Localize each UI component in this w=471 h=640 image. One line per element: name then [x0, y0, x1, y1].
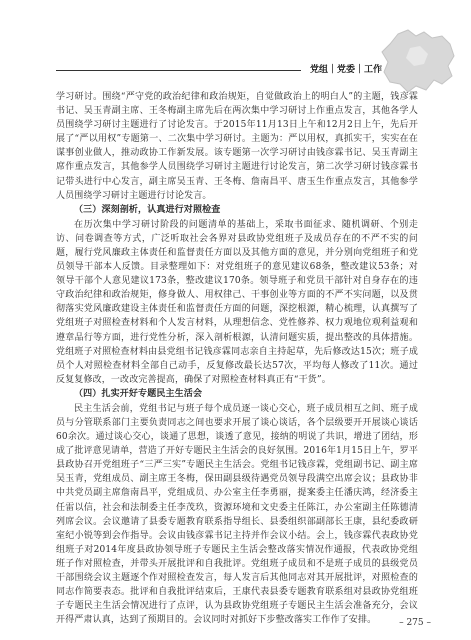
paragraph-study-discussion: 学习研讨。围绕“严守党的政治纪律和政治规矩，自觉做政治上的明白人”的主题，钱彦霖书记、吴玉青副主席、王冬梅副主席先后在两次集中学习研讨上作重点发言，其他各学人员围绕学习研讨主题进行了讨论发言。于2015年11月13日上午和12月2日上午，先后开展了“严以用权”专题第一、二次集中学习研讨。主题为：严以用权，真抓实干，实实在在谋事创业做人，推动政协工作新发展。该专题第一次学习研讨由钱彦霖书记、吴玉青副主席作重点发言，其他参学人员围绕学习研讨主题进行讨论发言，第二次学习研讨钱彦霖书记带头进行中心发言，副主席吴玉青、王冬梅、詹南昌平、唐玉生作重点发言，其他参学人员围绕学习研讨主题进行讨论发言。: [56, 92, 418, 201]
article-body: [56, 90, 418, 627]
section-heading-3: （三）深刻剖析，认真进行对照检查: [74, 204, 221, 215]
section-heading-4: （四）扎实开好专题民主生活会: [74, 388, 203, 399]
header-rule: [56, 70, 301, 71]
section-header: 党组｜党委｜工作: [310, 65, 383, 75]
paragraph-democratic-meeting: 民主生活会前，党组书记与班子每个成员逐一谈心交心，班子成员相互之间、班子成员与分管联系部门主要负责同志之间也要求开展了谈心谈话，各个层级要开开展谈心谈话60余次。通过谈心交心，谈通了思想，谈透了意见，接纳的明说了共识，增进了团结，形成了批评意见请单，营造了开好专题民主生活会的良好氛围。2016年1月15日上午，罗平县政协召开党组班子“三严三实”专题民主生活会。党组书记钱彦霖，党组副书记、副主席吴玉青，党组成员、副主席王冬梅，保田副县级待遇党员领导段满空出席会议；县政协非中共党员副主席詹南昌平，党组成员、办公室主任李勇丽，提案委主任潘庆鸿，经济委主任雷以信，社会和法制委主任李茂玖，资源环境和文史委主任陈江，办公室副主任陈德清列席会议。会议邀请了县委专题教育联系指导组长、县委组织部副部长王康，县纪委政研室纪小锐等到会作指导。会议由钱彦霖书记主持并作会议小结。会上，钱彦霖代表政协党组班子对2014年度县政协领导班子专题民主生活会整改落实情况作通报，代表政协党组班子作对照检查，并带头开展批评和自我批评。党组班子成员和不是班子成员的县级党员干部围绕会议主题逐个作对照检查发言，每人发言后其他同志对其开展批评，对照检查的同志作简要表态。批评和自我批评结束后，王康代表县委专题教育联系组对县政协党组班子专题民主生活会情况进行了点评，认为县政协党组班子专题民主生活会准备充分，会议开得严肃认真，达到了预期目的。会议同时对抓好下步整改落实工作作了安排。: [56, 403, 418, 626]
page-number: – 275 –: [399, 618, 431, 628]
paragraph-self-examination: 在历次集中学习研讨阶段的问题清单的基础上，采取书面征求、随机调研、个别走访、问卷调查等方式，广泛听取社会各界对县政协党组班子及成员存在的不严不实的问题，履行党风廉政主体责任和监督责任方面以及其他方面的意见，并分别向党组班子和党员领导干部本人反馈。目录整理如下：对党组班子的意见建议68条，整改建议53条；对领导干部个人意见建议173条，整改建议170条。领导班子和党员干部针对自身存在的违守政治纪律和政治规矩，修身做人、用权律己、干事创业等方面的不严不实问题，以及贯彻落实党风廉政建设主体责任和监督责任方面的问题，深挖根源，精心梳理，认真撰写了党组班子对照检查材料和个人发言材料，从理想信念、党性修养、权力观地位观利益观和遵章品行等方面，进行党性分析，深入剖析根源，认清问题实质，提出整改的具体措施。党组班子对照检查材料由县党组书记钱彦霖同志亲自主持起草，先后修改达15次；班子成员个人对照检查材料全部自己动手，反复修改最长达57次，平均每人修改了11次。通过反复复修改，一改改完善提高，确保了对照检查材料真正有“干货”。: [56, 219, 418, 385]
map-silhouette-icon: [380, 28, 456, 94]
